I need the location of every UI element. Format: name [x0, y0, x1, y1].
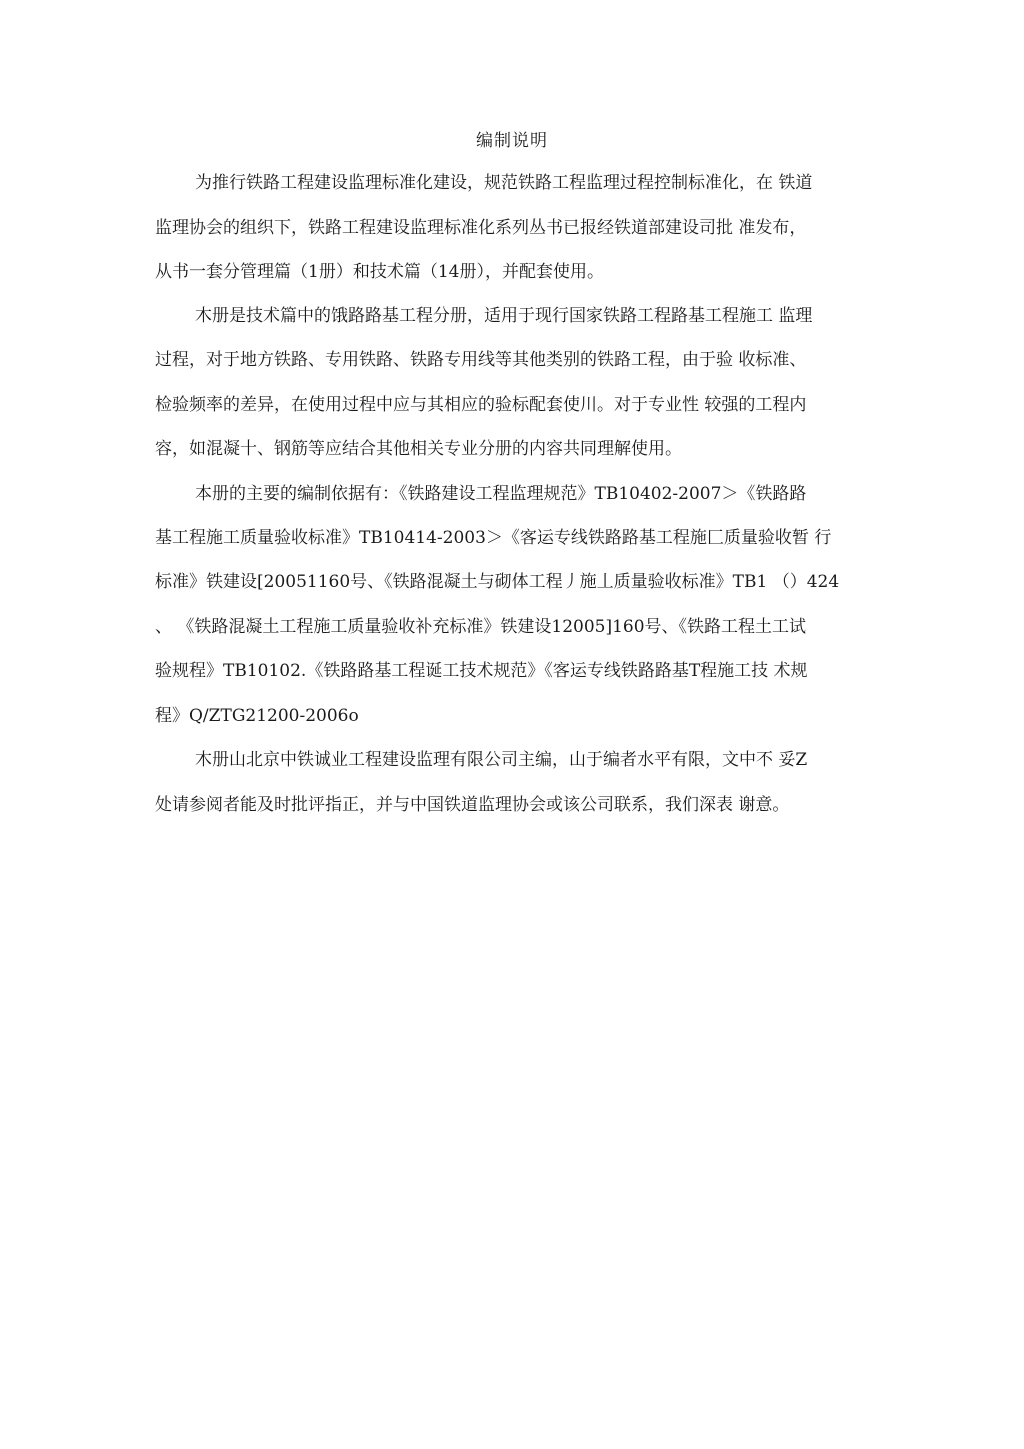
- paragraph-1-line-1: 为推行铁路工程建设监理标准化建设，规范铁路工程监理过程控制标准化，在 铁道: [195, 173, 813, 193]
- paragraph-4-line-2: 处请参阅者能及时批评指正，并与中国铁道监理协会或该公司联系，我们深表 谢意。: [155, 795, 790, 815]
- paragraph-2-line-4: 容，如混凝十、钢筋等应结合其他相关专业分册的内容共同理解使用。: [155, 439, 682, 459]
- paragraph-1-line-2: 监理协会的组织下，铁路工程建设监理标准化系列丛书已报经铁道部建设司批 准发布，: [155, 218, 807, 238]
- paragraph-3-line-2: 基工程施工质量验收标准》TB10414-2003＞《客运专线铁路路基工程施匚质量验收暂 行: [155, 528, 832, 548]
- paragraph-1-line-3: 从书一套分管理篇（1册）和技术篇（14册），并配套使用。: [155, 262, 604, 282]
- paragraph-3-line-4: 、 《铁路混凝土工程施工质量验收补充标准》铁建设12005]160号、《铁路工程土工试: [155, 617, 807, 637]
- document-title: 编制说明: [476, 131, 548, 151]
- paragraph-4-line-1: 木册山北京中铁诚业工程建设监理有限公司主编，山于编者水平有限，文中不 妥Z: [195, 750, 808, 770]
- paragraph-2-line-1: 木册是技术篇中的饿路路基工程分册，适用于现行国家铁路工程路基工程施工 监理: [195, 306, 813, 326]
- paragraph-3-line-3: 标准》铁建设[20051160号、《铁路混凝土与砌体工程丿施丄质量验收标准》TB1 （）424: [155, 572, 840, 592]
- paragraph-2-line-2: 过程，对于地方铁路、专用铁路、铁路专用线等其他类别的铁路工程，由于验 收标准、: [155, 350, 807, 370]
- paragraph-2-line-3: 检验频率的差异，在使用过程中应与其相应的验标配套使川。对于专业性 较强的工程内: [155, 395, 807, 415]
- paragraph-3-line-1: 本册的主要的编制依据有：《铁路建设工程监理规范》TB10402-2007＞《铁路路: [195, 484, 807, 504]
- paragraph-3-line-5: 验规程》TB10102.《铁路路基工程诞工技术规范》《客运专线铁路路基T程施工技 术规: [155, 661, 808, 681]
- paragraph-3-line-6: 程》Q/ZTG21200-2006o: [155, 706, 359, 726]
